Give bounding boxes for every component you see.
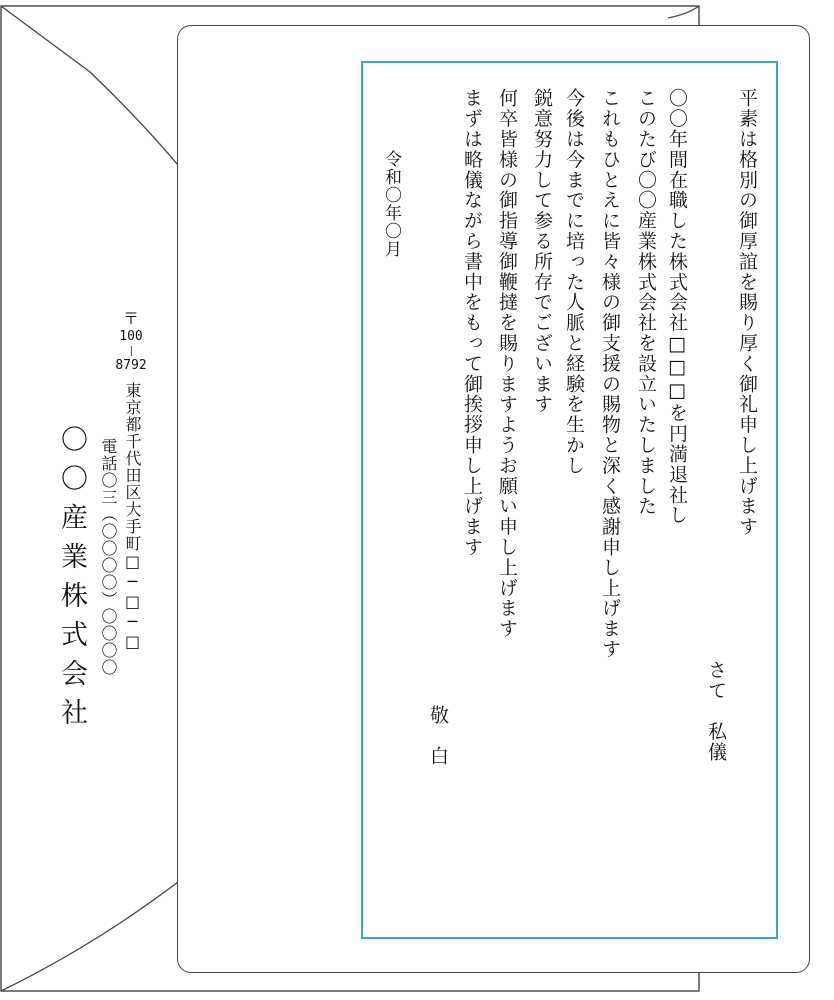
letter-line-2: さて 私儀 bbox=[705, 660, 727, 762]
sender-company: 〇〇産業株式会社 bbox=[56, 425, 87, 737]
letter-line-7: 鋭意努力して参る所存でございます bbox=[531, 88, 553, 415]
postal-mark: 〒 bbox=[123, 309, 140, 328]
sender-address: 東京都千代田区大手町□─□─□ bbox=[123, 382, 142, 652]
letter-line-3: 〇〇年間在職した株式会社□□□を円満退社し bbox=[666, 88, 688, 526]
letter-line-1: 平素は格別の御厚誼を賜り厚く御礼申し上げます bbox=[736, 88, 758, 537]
letter-line-9: まずは略儀ながら書中をもって御挨拶申し上げます bbox=[461, 88, 483, 558]
letter-line-4: このたび〇〇産業株式会社を設立いたしました bbox=[635, 88, 657, 517]
sender-phone: 電話〇三（〇〇〇〇）〇〇〇〇 bbox=[99, 438, 118, 676]
postal-code-first: 100 bbox=[119, 329, 143, 344]
letter-closing: 敬 白 bbox=[427, 705, 449, 767]
letter-line-6: 今後は今までに培った人脈と経験を生かし bbox=[563, 88, 585, 476]
postal-code-separator bbox=[131, 346, 132, 356]
postal-code-second: 8792 bbox=[115, 358, 147, 373]
letter-line-5: これもひとえに皆々様の御支援の賜物と深く感謝申し上げます bbox=[599, 88, 621, 660]
letter-line-8: 何卒皆様の御指導御鞭撻を賜りますようお願い申し上げます bbox=[496, 88, 518, 639]
letter-date: 令和〇年〇月 bbox=[381, 150, 401, 258]
